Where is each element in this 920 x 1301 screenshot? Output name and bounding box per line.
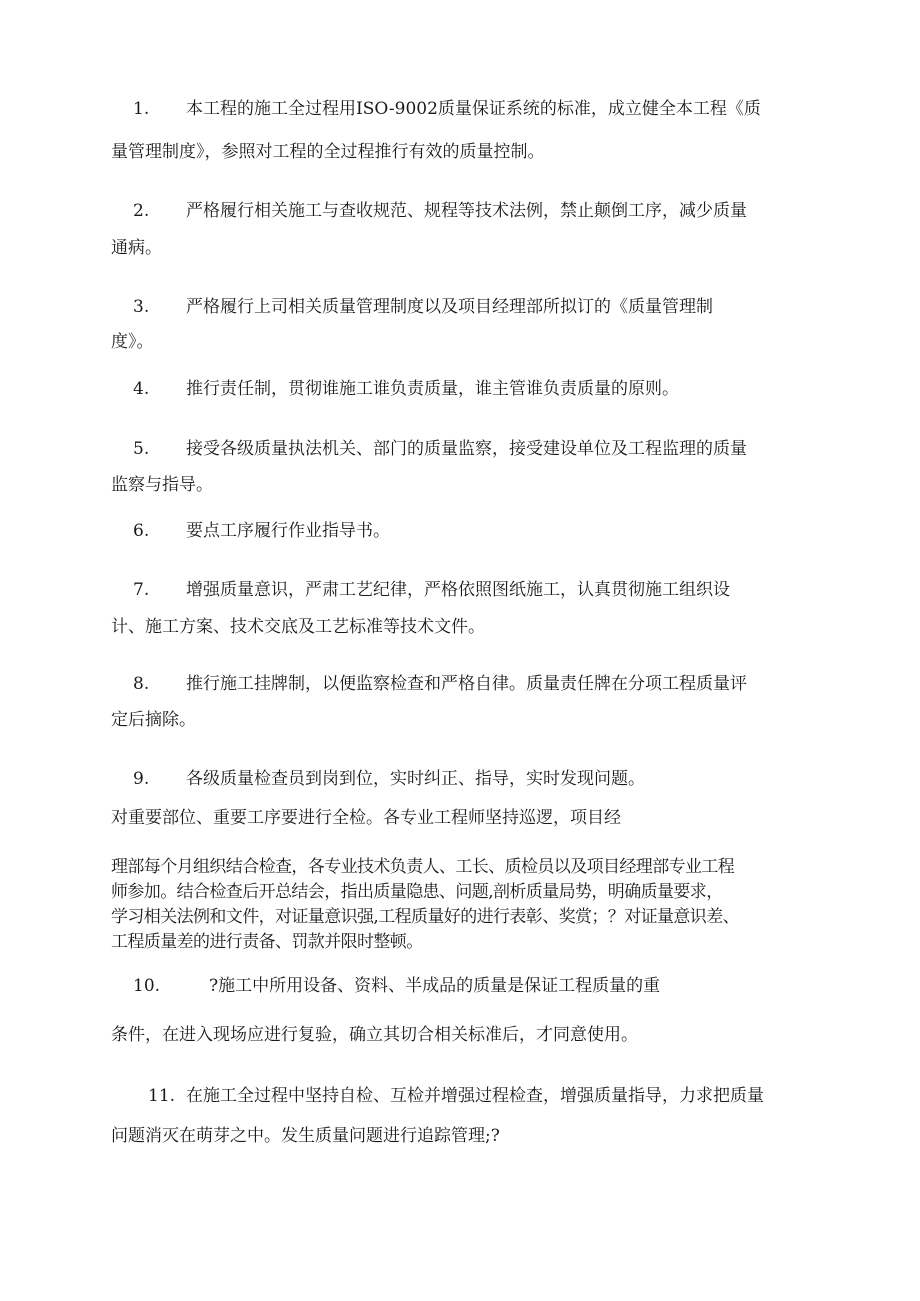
item-number: 10. (133, 976, 161, 996)
item-text-line: 在施工全过程中坚持自检、互检并增强过程检查，增强质量指导，力求把质量 (186, 1086, 764, 1106)
item-text-line: 严格履行上司相关质量管理制度以及项目经理部所拟订的《质量管理制 (186, 297, 713, 317)
item-number: 11. (148, 1086, 176, 1106)
item-text-line: 严格履行相关施工与查收规范、规程等技术法例，禁止颠倒工序，减少质量 (186, 201, 747, 221)
item-text-line: ?施工中所用设备、资料、半成品的质量是保证工程质量的重 (209, 976, 661, 996)
item-text-line: 通病。 (111, 238, 162, 258)
item-text-line: 量管理制度》，参照对工程的全过程推行有效的质量控制。 (111, 142, 545, 162)
item-text-line: 问题消灭在萌芽之中。发生质量问题进行追踪管理;? (111, 1126, 500, 1146)
item-number: 9. (133, 769, 150, 789)
item-text-line: 理部每个月组织结合检查，各专业技术负责人、工长、质检员以及项目经理部专业工程 (111, 857, 735, 877)
item-text-line: 推行责任制，贯彻谁施工谁负责质量，谁主管谁负责质量的原则。 (186, 379, 679, 399)
item-number: 4. (133, 379, 150, 399)
item-text-line: 对重要部位、重要工序要进行全检。各专业工程师坚持巡逻，项目经 (111, 808, 621, 828)
item-text-line: 本工程的施工全过程用ISO-9002质量保证系统的标准，成立健全本工程《质 (186, 99, 761, 119)
item-text-line: 条件，在进入现场应进行复验，确立其切合相关标准后，才同意使用。 (111, 1025, 638, 1045)
item-text-line: 定后摘除。 (111, 710, 196, 730)
item-text-line: 各级质量检查员到岗到位，实时纠正、指导，实时发现问题。 (186, 769, 645, 789)
item-number: 6. (133, 521, 150, 541)
item-number: 8. (133, 674, 150, 694)
item-number: 1. (133, 99, 150, 119)
item-text-line: 度》。 (111, 332, 154, 352)
item-number: 7. (133, 580, 150, 600)
item-text-line: 师参加。结合检查后开总结会，指出质量隐患、问题,剖析质量局势，明确质量要求， (111, 882, 723, 902)
item-number: 3. (133, 297, 150, 317)
item-number: 5. (133, 439, 150, 459)
item-text-line: 要点工序履行作业指导书。 (186, 521, 390, 541)
item-text-line: 推行施工挂牌制，以便监察检查和严格自律。质量责任牌在分项工程质量评 (186, 674, 747, 694)
item-text-line: 监察与指导。 (111, 475, 213, 495)
item-text-line: 工程质量差的进行责备、罚款并限时整顿。 (111, 932, 423, 952)
item-text-line: 计、施工方案、技术交底及工艺标准等技术文件。 (111, 617, 485, 637)
item-number: 2. (133, 201, 150, 221)
item-text-line: 学习相关法例和文件，对证量意识强,工程质量好的进行表彰、奖赏；？对证量意识差、 (111, 907, 740, 927)
item-text-line: 增强质量意识，严肃工艺纪律，严格依照图纸施工，认真贯彻施工组织设 (186, 580, 730, 600)
item-text-line: 接受各级质量执法机关、部门的质量监察，接受建设单位及工程监理的质量 (186, 439, 747, 459)
